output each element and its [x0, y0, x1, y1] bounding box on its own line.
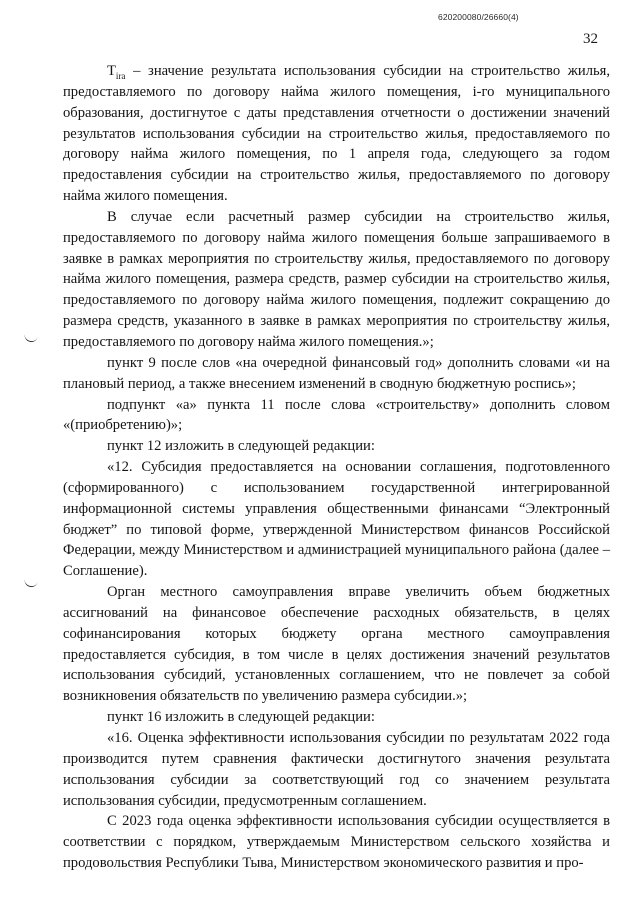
- formula-symbol: T: [107, 63, 116, 79]
- paragraph: подпункт «а» пункта 11 после слова «строительству» дополнить словом «(приобретению)»;: [63, 396, 610, 434]
- paragraph: пункт 16 изложить в следующей редакции:: [107, 709, 375, 726]
- definition-text: – значение результата использования субсидии на строительство жилья, предоставляемого по договору найма жилого помещения, i-го муниципального образования, достигнутое с даты представления отчетности о достижении значений результатов использования субсидии на строительство жилья, предоставляемого по договору найма жилого помещения, по 1 апреля года, следующего за годом предоставления субсидии на строительство жилья, предоставляемого по договору найма жилого помещения.: [63, 63, 610, 205]
- paragraph: пункт 9 после слов «на очередной финансовый год» дополнить словами «и на плановый период, а также внесением изменений в сводную бюджетную роспись»;: [63, 354, 610, 392]
- paragraph-definition: [63, 61, 610, 207]
- paragraph: «12. Субсидия предоставляется на основании соглашения, подготовленного (сформированного) с использованием государственной интегрированной информационной системы управления общественными финансами “Электронный бюджет” по типовой форме, утвержденной Министерством финансов Российской Федерации, между Министерством и администрацией муниципального района (далее – Соглашение).: [63, 459, 610, 580]
- document-body: [63, 61, 610, 874]
- document-code: 620200080/26660(4): [438, 12, 519, 22]
- paragraph: В случае если расчетный размер субсидии на строительство жилья, предоставляемого по договору найма жилого помещения больше запрашиваемого в заявке в рамках мероприятия по строительству жилья, предоставляемого по договору найма жилого помещения, размера средств, размер субсидии на строительство жилья, предоставляемого по договору найма жилого помещения, подлежит сокращению до размера средств, указанного в заявке в рамках мероприятия по строительству жилья, предоставляемого по договору найма жилого помещения.»;: [63, 208, 610, 350]
- paragraph: пункт 12 изложить в следующей редакции:: [107, 438, 375, 455]
- margin-pen-mark: [23, 334, 37, 344]
- paragraph: Орган местного самоуправления вправе увеличить объем бюджетных ассигнований на финансовое обеспечение расходных обязательств, в целях софинансирования которых бюджету органа местного самоуправления предоставляется субсидия, в том числе в целях достижения значений результатов использования субсидий, установленных соглашением, что не повлечет за собой возникновения обязательств по увеличению размера субсидии.»;: [63, 584, 610, 705]
- page-number: 32: [583, 31, 598, 47]
- paragraph: С 2023 года оценка эффективности использования субсидии осуществляется в соответствии с порядком, утверждаемым Министерством сельского хозяйства и продовольствия Республики Тыва, Министерством экономического развития и про-: [63, 813, 610, 872]
- formula-subscript: ira: [115, 70, 126, 81]
- margin-pen-mark: [23, 579, 37, 589]
- paragraph: «16. Оценка эффективности использования субсидии по результатам 2022 года производится путем сравнения фактически достигнутого значения результата использования субсидии за соответствующий год со значением результата использования субсидии, предусмотренным соглашением.: [63, 730, 610, 809]
